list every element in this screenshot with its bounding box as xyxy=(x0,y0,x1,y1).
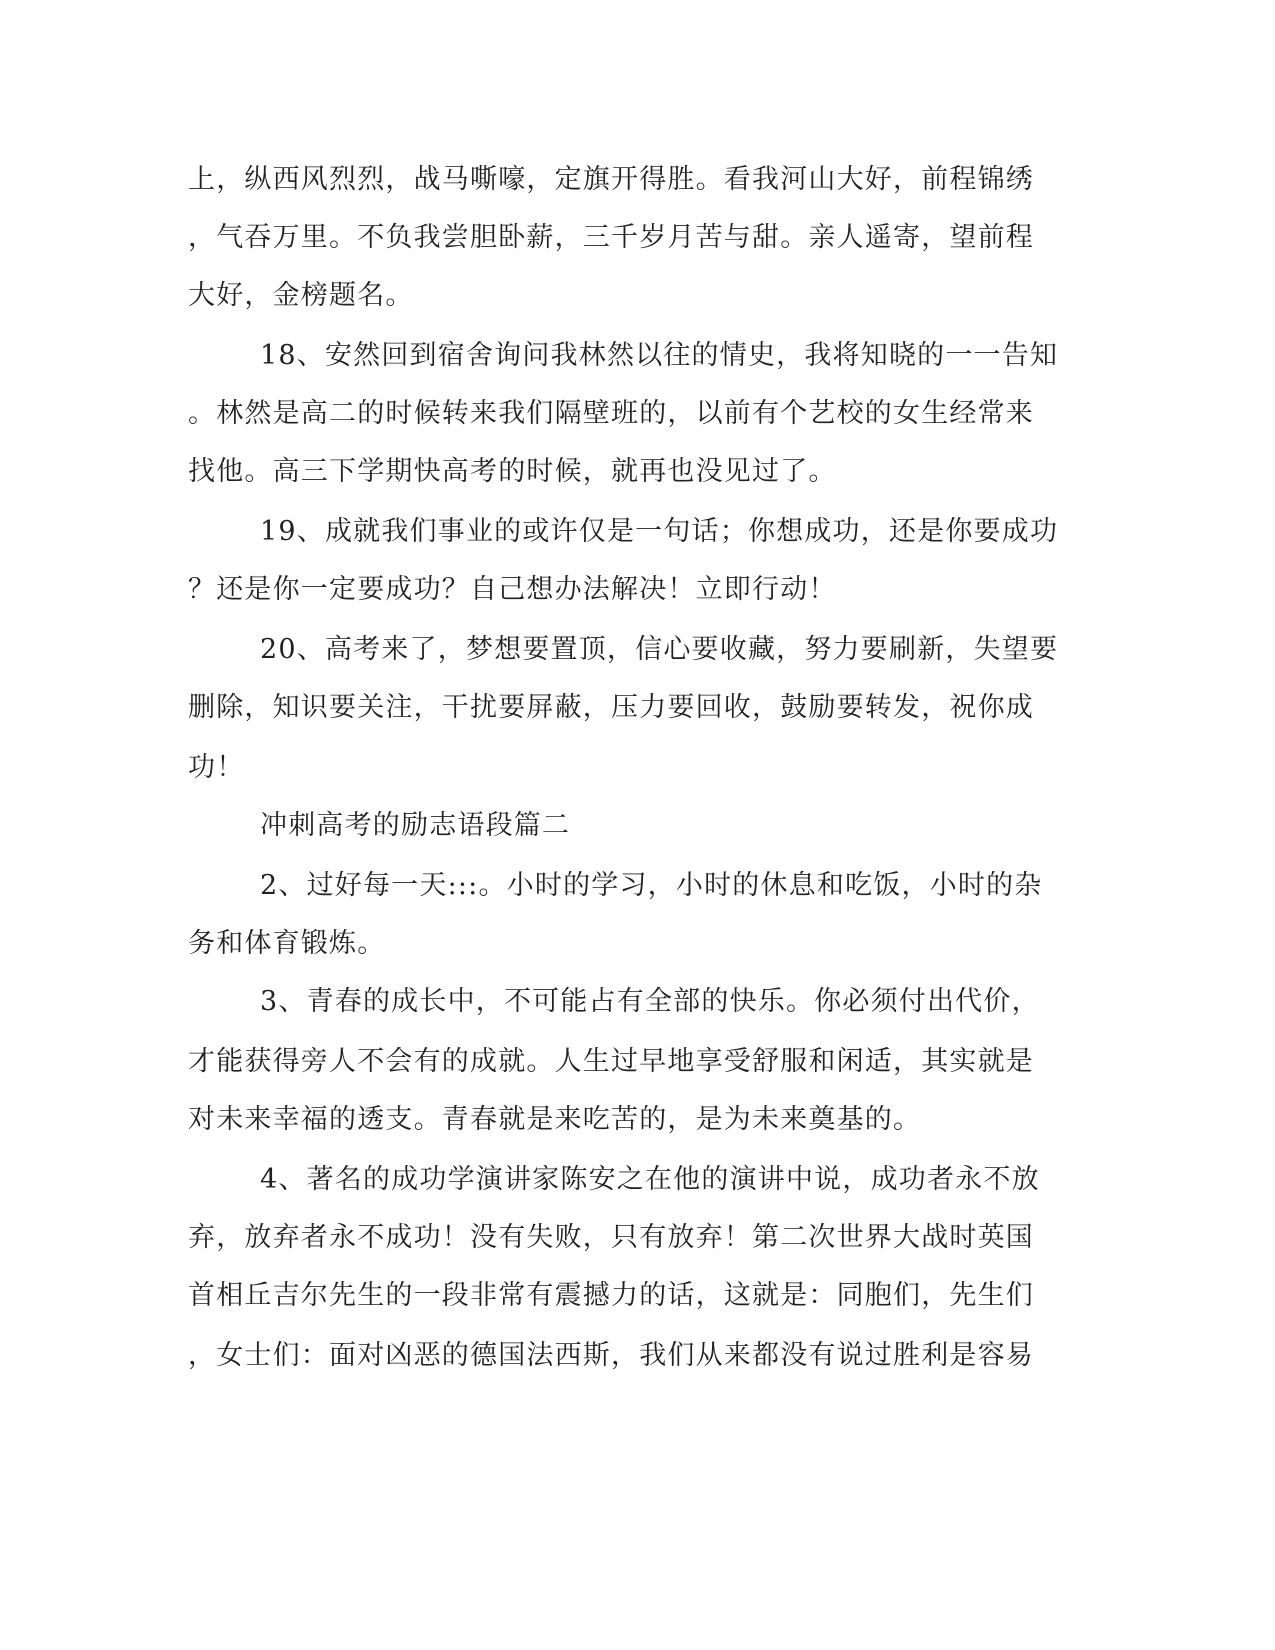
text-line: 首相丘吉尔先生的一段非常有震撼力的话，这就是：同胞们，先生们 xyxy=(188,1280,1034,1311)
text-line: 大好，金榜题名。 xyxy=(188,280,414,311)
text-line: 。林然是高二的时候转来我们隔壁班的，以前有个艺校的女生经常来 xyxy=(188,398,1034,429)
text-line: 删除，知识要关注，干扰要屏蔽，压力要回收，鼓励要转发，祝你成 xyxy=(188,692,1034,723)
text-line: 才能获得旁人不会有的成就。人生过早地享受舒服和闲适，其实就是 xyxy=(188,1046,1034,1077)
text-line: 弃，放弃者永不成功！没有失败，只有放弃！第二次世界大战时英国 xyxy=(188,1222,1034,1253)
text-line: ？还是你一定要成功？自己想办法解决！立即行动！ xyxy=(188,574,837,605)
text-line: 2、过好每一天:::。小时的学习，小时的休息和吃饭，小时的杂 xyxy=(260,870,1043,901)
text-line: 3、青春的成长中，不可能占有全部的快乐。你必须付出代价， xyxy=(260,986,1040,1017)
text-line: 功！ xyxy=(188,752,245,783)
text-line: ，气吞万里。不负我尝胆卧薪，三千岁月苦与甜。亲人遥寄，望前程 xyxy=(188,222,1034,253)
text-line: 18、安然回到宿舍询问我林然以往的情史，我将知晓的一一告知 xyxy=(260,340,1059,371)
text-line: 19、成就我们事业的或许仅是一句话；你想成功，还是你要成功 xyxy=(260,516,1059,547)
text-line: 4、著名的成功学演讲家陈安之在他的演讲中说，成功者永不放 xyxy=(260,1164,1040,1195)
text-line: 务和体育锻炼。 xyxy=(188,928,386,959)
section-heading: 冲刺高考的励志语段篇二 xyxy=(260,810,571,841)
text-line: 20、高考来了，梦想要置顶，信心要收藏，努力要刷新，失望要 xyxy=(260,634,1059,665)
text-line: 找他。高三下学期快高考的时候，就再也没见过了。 xyxy=(188,456,837,487)
text-line: 对未来幸福的透支。青春就是来吃苦的，是为未来奠基的。 xyxy=(188,1104,922,1135)
text-line: ，女士们：面对凶恶的德国法西斯，我们从来都没有说过胜利是容易 xyxy=(188,1340,1034,1371)
text-line: 上，纵西风烈烈，战马嘶嚎，定旗开得胜。看我河山大好，前程锦绣 xyxy=(188,164,1034,195)
